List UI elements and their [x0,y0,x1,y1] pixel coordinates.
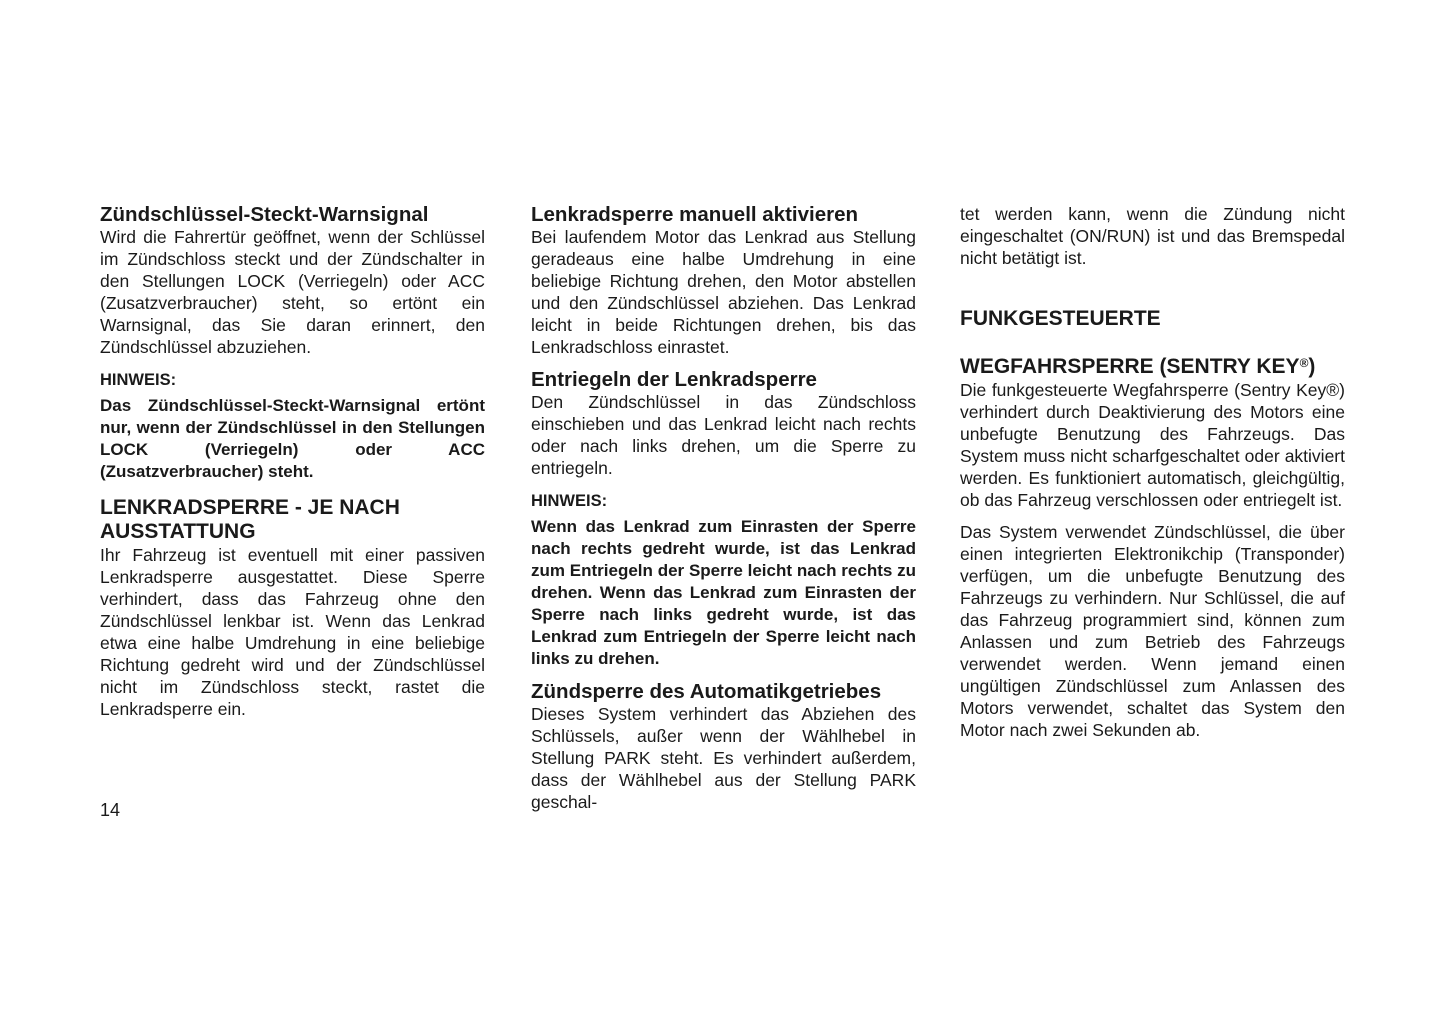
paragraph-ignition-interlock: Dieses System verhindert das Abziehen des Schlüssels, außer wenn der Wählhebel in Stellung PARK steht. Es verhindert außerdem, dass der Wählhebel aus der Stellung PARK geschal- [531,704,916,812]
note-text: Wenn das Lenkrad zum Einrasten der Sperre nach rechts gedreht wurde, ist das Lenkrad zum Entriegeln der Sperre leicht nach rechts zu drehen. Wenn das Lenkrad zum Einrasten der Sperre nach links gedreht wurde, ist das Lenkrad zum Entriegeln der Sperre leicht nach links zu drehen. [531,517,916,668]
column-left [100,203,485,720]
paragraph-sentry-key: Die funkgesteuerte Wegfahrsperre (Sentry Key®) verhindert durch Deaktivierung des Motors eine unbefugte Benutzung des Fahrzeugs. Das System muss nicht scharfgeschaltet oder aktiviert werden. Es funktioniert automatisch, gleichgültig, ob das Fahrzeug verschlossen oder entriegelt ist. [960,380,1345,510]
heading-unlock-steering: Entriegeln der Lenkradsperre [531,368,817,391]
paragraph-manual-activation: Bei laufendem Motor das Lenkrad aus Stellung geradeaus eine halbe Umdrehung in eine beliebige Richtung drehen, den Motor abstellen und den Zündschlüssel abziehen. Das Lenkrad leicht in beide Richtungen drehen, bis das Lenkradschloss einrastet. [531,227,916,357]
note-label: HINWEIS: [531,492,608,510]
heading-sentry-key [960,283,1345,379]
note-label: HINWEIS: [100,371,177,389]
paragraph-continued: tet werden kann, wenn die Zündung nicht eingeschaltet (ON/RUN) ist und das Bremspedal nicht betätigt ist. [960,204,1345,268]
heading-ignition-interlock: Zündsperre des Automatikgetriebes [531,680,882,703]
heading-manual-activation: Lenkradsperre manuell aktivieren [531,203,859,226]
paragraph-unlock-steering: Den Zündschlüssel in das Zündschloss einschieben und das Lenkrad leicht nach rechts oder nach links drehen, um die Sperre zu entriegeln. [531,392,916,478]
paragraph-steering-lock: Ihr Fahrzeug ist eventuell mit einer passiven Lenkradsperre ausgestattet. Diese Sperre verhindert, dass das Fahrzeug ohne den Zündschlüssel lenkbar ist. Wenn das Lenkrad etwa eine halbe Umdrehung in eine beliebige Richtung gedreht wird und der Zündschlüssel nicht im Zündschloss steckt, rastet die Lenkradsperre ein. [100,545,485,719]
page-number: 14 [100,800,121,820]
column-right [960,203,1345,741]
paragraph-key-warning: Wird die Fahrertür geöffnet, wenn der Schlüssel im Zündschloss steckt und der Zündschalter in den Stellungen LOCK (Verriegeln) oder ACC (Zusatzverbraucher) steht, so ertönt ein Warnsignal, das Sie daran erinnert, den Zündschlüssel abzuziehen. [100,227,485,357]
heading-sentry-key-end: ) [1308,355,1316,378]
column-middle [531,203,916,813]
note-text: Das Zündschlüssel-Steckt-Warnsignal ertönt nur, wenn der Zündschlüssel in den Stellungen LOCK (Verriegeln) oder ACC (Zusatzverbraucher) steht. [100,396,485,481]
paragraph-transponder: Das System verwendet Zündschlüssel, die über einen integrierten Elektronikchip (Transponder) verfügen, um die unbefugte Benutzung des Fahrzeugs zu verhindern. Nur Schlüssel, die auf das Fahrzeug programmiert sind, können zum Anlassen und zum Betrieb des Fahrzeugs verwendet werden. Wenn jemand einen ungültigen Zündschlüssel zum Anlassen des Motors verwendet, schaltet das System den Motor nach zwei Sekunden ab. [960,522,1345,740]
heading-sentry-key-line1: FUNKGESTEUERTE [960,307,1161,330]
heading-key-warning: Zündschlüssel-Steckt-Warnsignal [100,203,429,226]
heading-sentry-key-line2: WEGFAHRSPERRE (SENTRY KEY [960,355,1300,378]
heading-steering-lock: LENKRADSPERRE - JE NACH AUSSTATTUNG [100,496,400,543]
registered-mark: ® [1299,356,1309,370]
